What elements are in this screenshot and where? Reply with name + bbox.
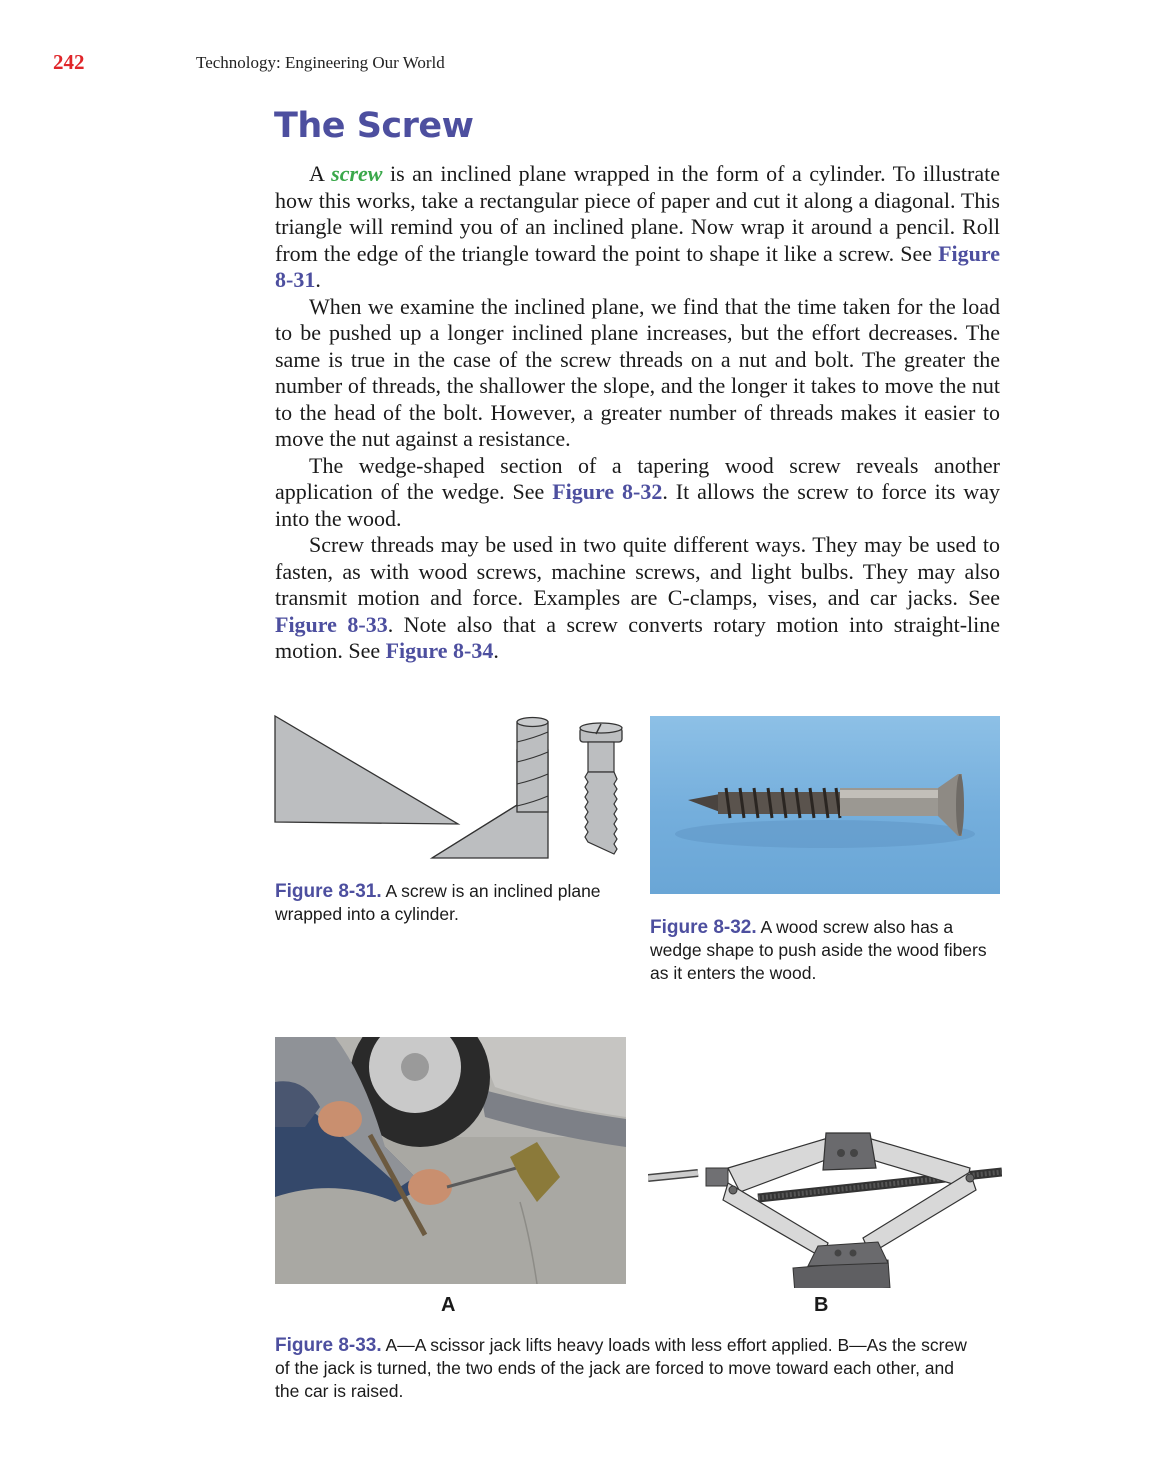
figure-8-33-part-a-label: A xyxy=(441,1294,456,1316)
figure-8-33b-scissor-jack-illustration xyxy=(648,1128,1002,1288)
figure-8-31-illustration xyxy=(272,712,634,864)
car-jack-scene-icon xyxy=(275,1037,626,1284)
figure-label xyxy=(275,881,382,902)
figure-label xyxy=(275,1335,382,1356)
body-text xyxy=(275,161,1000,665)
label-text: Figure 8-32. xyxy=(650,917,757,938)
figure-label xyxy=(650,917,757,938)
figure-8-33a-jack-photo xyxy=(275,1037,626,1284)
paragraph-1 xyxy=(275,161,1000,294)
caption-text: A wood screw also has a wedge shape to push aside the wood fibers as it enters the wood. xyxy=(650,917,987,983)
figure-ref-8-31[interactable]: Figure 8-31 xyxy=(275,240,1000,292)
text: A xyxy=(309,161,332,186)
page-number: 242 xyxy=(53,50,85,74)
text: . It allows the screw to force its way into the wood. xyxy=(275,479,1001,531)
text: Screw threads may be used in two quite different ways. They may be used to fasten, as with wood screws, machine screws, and light bulbs. They may also transmit motion and force. Examples are C-clamps, vises, and car jacks. See xyxy=(275,532,1000,610)
paragraph-3 xyxy=(275,453,1000,533)
label-text: Figure 8-33. xyxy=(275,1335,382,1356)
caption-text: A—A scissor jack lifts heavy loads with less effort applied. B—As the screw of the jack is turned, the two ends of the jack are forced to move toward each other, and the car is raised. xyxy=(275,1335,967,1401)
running-head: Technology: Engineering Our World xyxy=(196,53,445,72)
figure-8-32-caption xyxy=(650,916,995,985)
caption-text: A screw is an inclined plane wrapped into a cylinder. xyxy=(275,881,601,924)
figure-8-31-caption xyxy=(275,880,620,926)
paragraph-2: When we examine the inclined plane, we find that the time taken for the load to be pushed up a longer inclined plane increases, but the effort decreases. The same is true in the case of the screw threads on a nut and bolt. The greater the number of threads, the shallower the slope, and the longer it takes to move the nut to the head of the bolt. However, a greater number of threads makes it easier to move the nut against a resistance. xyxy=(275,293,1000,451)
text: The wedge-shaped section of a tapering wood screw reveals another application of the wedge. See xyxy=(275,452,1000,504)
figure-ref-8-34[interactable]: Figure 8-34 xyxy=(385,638,494,663)
figure-8-33-part-b-label: B xyxy=(814,1294,829,1316)
paragraph-4 xyxy=(275,532,1000,665)
figure-ref-8-32[interactable]: Figure 8-32 xyxy=(552,479,663,504)
figure-ref-8-33[interactable]: Figure 8-33 xyxy=(275,611,388,637)
wood-screw-icon xyxy=(650,716,1000,894)
text: . xyxy=(493,638,499,663)
section-title: The Screw xyxy=(274,106,474,146)
figure-8-33-caption xyxy=(275,1334,980,1403)
text: . Note also that a screw converts rotary motion into straight-line motion. See xyxy=(275,611,1001,663)
text: is an inclined plane wrapped in the form of a cylinder. To illustrate how this works, take a rectangular piece of paper and cut it along a diagonal. This triangle will remind you of an inclined plane. Now wrap it around a pencil. Roll from the edge of the triangle toward the point to shape it like a screw. See xyxy=(275,161,1000,266)
text: . xyxy=(315,267,321,292)
label-text: Figure 8-31. xyxy=(275,881,382,902)
figure-8-32-wood-screw-photo xyxy=(650,716,1000,894)
keyword-screw: screw xyxy=(331,161,383,186)
